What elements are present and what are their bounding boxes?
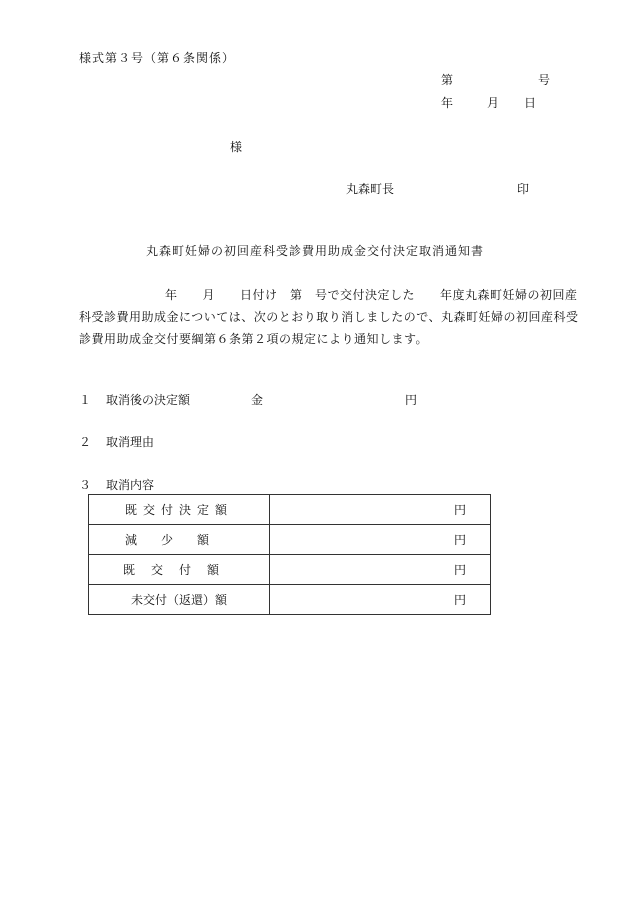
document-number-line <box>441 71 550 88</box>
item1-number: １ <box>79 393 92 407</box>
table-row <box>89 555 491 585</box>
row-label: 既交付決定額 <box>124 503 233 517</box>
row-unit: 円 <box>270 585 491 615</box>
item-cancel-details <box>79 476 154 493</box>
row-label: 既交付額 <box>122 563 235 577</box>
item-decided-amount <box>79 391 190 408</box>
item3-number: ３ <box>79 478 92 492</box>
row-label: 未交付（返還）額 <box>130 593 227 607</box>
cancel-details-table <box>88 494 491 615</box>
row-label: 減少額 <box>124 533 233 547</box>
amount-yen: 円 <box>405 393 418 407</box>
item-cancel-reason <box>79 433 154 450</box>
document-title: 丸森町妊婦の初回産科受診費用助成金交付決定取消通知書 <box>145 244 484 258</box>
body-text: 年 月 日付け 第 号で交付決定した 年度丸森町妊婦の初回産科受診費用助成金については、次のとおり取り消しましたので、丸森町妊婦の初回産科受診費用助成金交付要綱第６条第２項の規定により通知します。 <box>79 288 579 346</box>
row-unit: 円 <box>270 495 491 525</box>
issuer-seal: 印 <box>517 182 530 196</box>
table-row <box>89 585 491 615</box>
year-label: 年 <box>441 96 454 110</box>
number-prefix: 第 <box>441 73 454 87</box>
month-label: 月 <box>487 96 500 110</box>
document-date-line <box>441 94 536 111</box>
addressee-honorific: 様 <box>230 140 243 154</box>
form-label: 様式第３号（第６条関係） <box>79 51 236 65</box>
item3-label: 取消内容 <box>106 478 155 492</box>
day-label: 日 <box>524 96 537 110</box>
issuer-name: 丸森町長 <box>346 182 395 196</box>
amount-kin: 金 <box>251 393 264 407</box>
row-unit: 円 <box>270 525 491 555</box>
item1-label: 取消後の決定額 <box>106 393 191 407</box>
table-row <box>89 525 491 555</box>
number-suffix: 号 <box>538 73 551 87</box>
table-row <box>89 495 491 525</box>
item2-label: 取消理由 <box>106 435 155 449</box>
item2-number: ２ <box>79 435 92 449</box>
row-unit: 円 <box>270 555 491 585</box>
